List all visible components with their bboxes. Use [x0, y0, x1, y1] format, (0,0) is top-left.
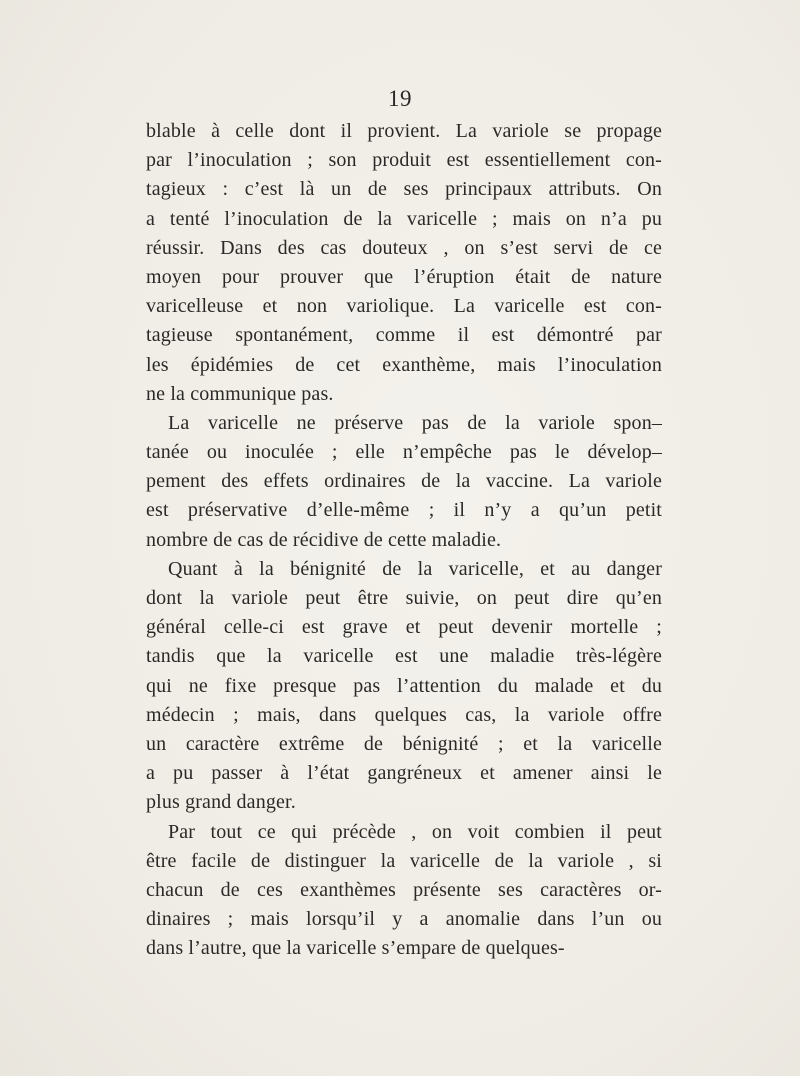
page-number: 19	[388, 86, 412, 111]
body-text	[146, 117, 662, 963]
paragraph	[146, 117, 662, 409]
text-line: général celle-ci est grave et peut devenir mortelle ;	[146, 616, 662, 639]
text-line: médecin ; mais, dans quelques cas, la variole offre	[146, 703, 662, 726]
text-line: par l’inoculation ; son produit est essentiellement con-	[146, 149, 662, 172]
paragraph	[146, 818, 662, 964]
text-line: chacun de ces exanthèmes présente ses caractères or-	[146, 878, 662, 901]
paragraph	[146, 555, 662, 818]
paragraph	[146, 409, 662, 555]
text-line: a pu passer à l’état gangréneux et amener ainsi le	[146, 762, 662, 785]
text-line: ne la communique pas.	[146, 382, 334, 405]
text-line: dont la variole peut être suivie, on peut dire qu’en	[146, 587, 662, 609]
text-line: tagieux : c’est là un de ses principaux attributs. On	[146, 178, 662, 201]
text-line: est préservative d’elle-même ; il n’y a qu’un petit	[146, 499, 662, 522]
text-line: blable à celle dont il provient. La variole se propage	[146, 120, 662, 142]
text-line: dans l’autre, que la varicelle s’empare de quelques-	[146, 937, 565, 960]
text-line: un caractère extrême de bénignité ; et la varicelle	[146, 732, 662, 755]
text-line: réussir. Dans des cas douteux , on s’est servi de ce	[146, 236, 662, 259]
text-line: La varicelle ne préserve pas de la variole spon–	[168, 411, 662, 434]
text-line: plus grand danger.	[146, 791, 296, 814]
text-line: Quant à la bénignité de la varicelle, et au danger	[168, 557, 662, 580]
text-line: les épidémies de cet exanthème, mais l’inoculation	[146, 353, 662, 376]
text-line: a tenté l’inoculation de la varicelle ; mais on n’a pu	[146, 207, 662, 230]
text-line: tanée ou inoculée ; elle n’empêche pas le dévelop–	[146, 441, 662, 464]
text-line: Par tout ce qui précède , on voit combien il peut	[168, 820, 662, 843]
text-line: varicelleuse et non variolique. La varicelle est con-	[146, 295, 662, 318]
text-line: tandis que la varicelle est une maladie très-légère	[146, 645, 662, 668]
text-line: qui ne fixe presque pas l’attention du malade et du	[146, 674, 662, 697]
text-line: pement des effets ordinaires de la vaccine. La variole	[146, 470, 662, 493]
text-line: moyen pour prouver que l’éruption était de nature	[146, 265, 662, 288]
text-line: être facile de distinguer la varicelle de la variole , si	[146, 849, 662, 872]
text-line: tagieuse spontanément, comme il est démontré par	[146, 324, 662, 347]
text-line: dinaires ; mais lorsqu’il y a anomalie dans l’un ou	[146, 908, 662, 931]
text-line: nombre de cas de récidive de cette maladie.	[146, 528, 502, 551]
